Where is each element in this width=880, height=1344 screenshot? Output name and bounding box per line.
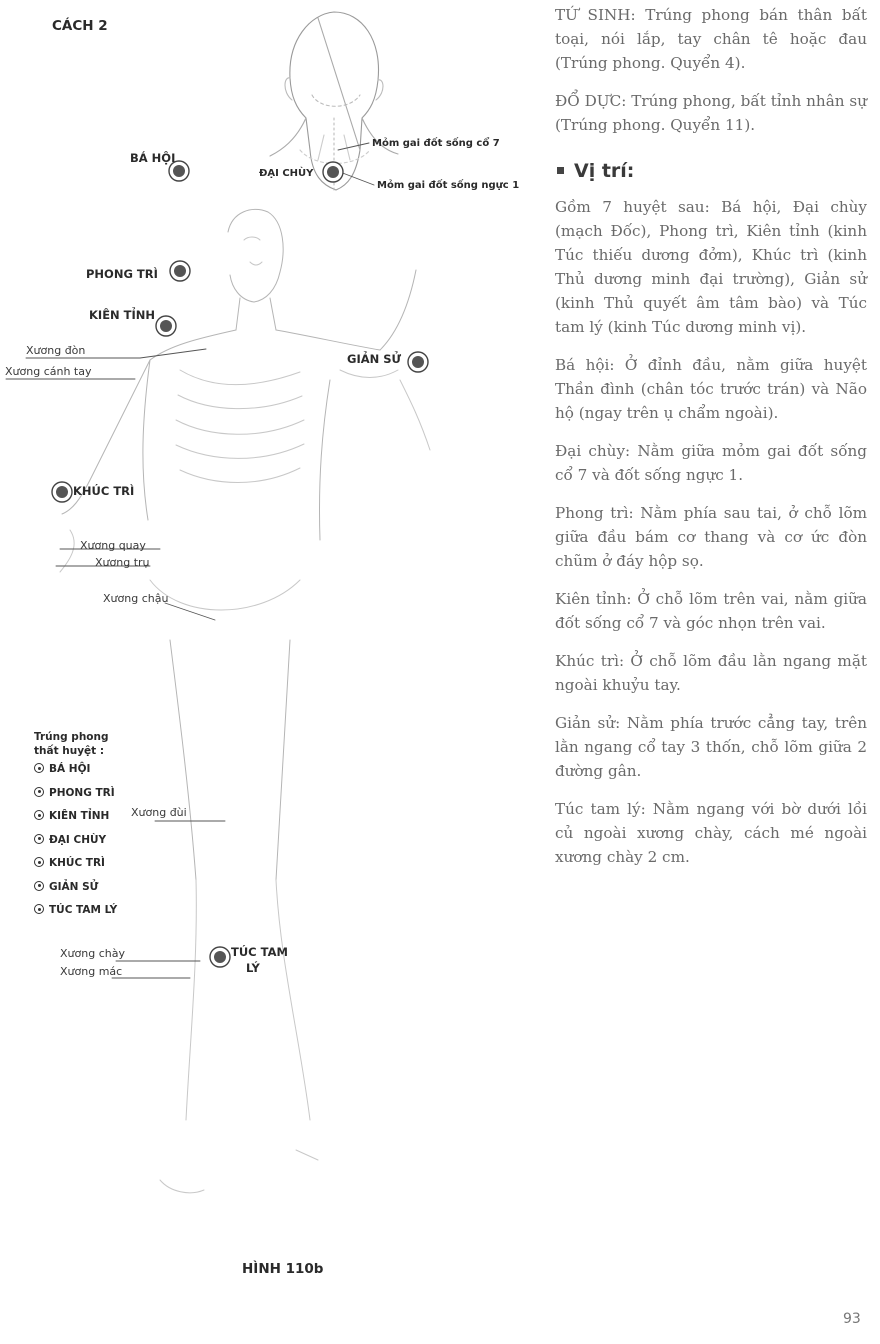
- figure-title: CÁCH 2: [52, 18, 108, 34]
- paragraph-phong-tri: Phong trì: Nằm phía sau tai, ở chỗ lõm giữa đầu bám cơ thang và cơ ức đòn chũm ở đáy hộp sọ.: [555, 504, 867, 570]
- legend-list: [34, 762, 117, 927]
- point-marker-icon: [34, 763, 44, 773]
- label-tuc-tam-ly-line1: TÚC TAM: [231, 945, 288, 959]
- section-heading: [555, 159, 867, 183]
- label-ba-hoi: BÁ HỘI: [130, 151, 176, 165]
- label-gian-su: GIẢN SỬ: [347, 352, 402, 366]
- paragraph-kien-tinh: Kiên tỉnh: Ở chỗ lõm trên vai, nằm giữa đốt sống cổ 7 và góc nhọn trên vai.: [555, 590, 867, 632]
- legend-title-line1: Trúng phong: [34, 731, 109, 743]
- paragraph-tuc-tam-ly: Túc tam lý: Nằm ngang với bờ dưới lồi củ ngoài xương chày, cách mé ngoài xương chày 2 cm.: [555, 800, 867, 866]
- legend-item-label: TÚC TAM LÝ: [49, 904, 118, 916]
- annotation-c7: Mỏm gai đốt sống cổ 7: [372, 138, 500, 149]
- label-dai-chuy: ĐẠI CHÙY: [259, 168, 314, 179]
- marker-phong-tri: [170, 261, 190, 281]
- point-marker-icon: [34, 810, 44, 820]
- legend-item-label: BÁ HỘI: [49, 763, 91, 775]
- marker-tuc-tam-ly: [210, 947, 230, 967]
- label-kien-tinh: KIÊN TỈNH: [89, 308, 156, 322]
- paragraph-do-duc: ĐỔ DỰC: Trúng phong, bất tỉnh nhân sự (Trúng phong. Quyển 11).: [555, 92, 867, 134]
- label-khuc-tri: KHÚC TRÌ: [73, 484, 135, 498]
- marker-kien-tinh: [156, 316, 176, 336]
- paragraph-khuc-tri: Khúc trì: Ở chỗ lõm đầu lằn ngang mặt ngoài khuỷu tay.: [555, 652, 867, 694]
- paragraph-ba-hoi: Bá hội: Ở đỉnh đầu, nằm giữa huyệt Thần đình (chân tóc trước trán) và Não hộ (ngay trên ụ chẩm ngoài).: [555, 356, 867, 422]
- point-marker-icon: [34, 904, 44, 914]
- annotation-xuong-don: Xương đòn: [26, 344, 86, 357]
- paragraph-dai-chuy: Đại chùy: Nằm giữa mỏm gai đốt sống cổ 7 và đốt sống ngực 1.: [555, 442, 867, 484]
- label-tuc-tam-ly-line2: LÝ: [246, 961, 260, 975]
- annotation-xuong-tru: Xương trụ: [95, 556, 150, 569]
- legend-item-label: KHÚC TRÌ: [49, 857, 105, 869]
- legend-item-label: GIẢN SỬ: [49, 880, 99, 893]
- section-heading-text: Vị trí:: [574, 160, 635, 182]
- paragraph-tu-sinh: TỨ SINH: Trúng phong bán thân bất toại, nói lắp, tay chân tê hoặc đau (Trúng phong. Quyển 4).: [555, 6, 867, 72]
- annotation-xuong-dui: Xương đùi: [131, 806, 187, 819]
- marker-khuc-tri: [52, 482, 72, 502]
- legend-item: [34, 833, 117, 857]
- legend-item: [34, 856, 117, 880]
- legend-item: [34, 903, 117, 927]
- figure-caption: HÌNH 110b: [242, 1261, 324, 1277]
- point-marker-icon: [34, 787, 44, 797]
- annotation-t1: Mỏm gai đốt sống ngực 1: [377, 180, 520, 191]
- legend-item-label: PHONG TRÌ: [49, 786, 115, 799]
- text-column: [555, 3, 867, 883]
- point-marker-icon: [34, 857, 44, 867]
- label-phong-tri: PHONG TRÌ: [86, 267, 158, 281]
- legend-item: [34, 809, 117, 833]
- annotation-xuong-chau: Xương chậu: [103, 592, 169, 605]
- legend-item: [34, 880, 117, 904]
- point-marker-icon: [34, 834, 44, 844]
- annotation-xuong-canh-tay: Xương cánh tay: [5, 365, 92, 378]
- point-marker-icon: [34, 881, 44, 891]
- figure-legend: [34, 730, 117, 927]
- paragraph-overview: Gồm 7 huyệt sau: Bá hội, Đại chùy (mạch Đốc), Phong trì, Kiên tỉnh (kinh Túc thiếu dương đởm), Khúc trì (kinh Thủ dương minh đại trường), Giản sử (kinh Thủ quyết âm tâm bào) và Túc tam lý (kinh Túc dương minh vị).: [555, 198, 867, 336]
- marker-dai-chuy: [323, 162, 343, 182]
- bullet-icon: [557, 167, 564, 174]
- legend-item: [34, 762, 117, 786]
- annotation-xuong-quay: Xương quay: [80, 539, 146, 552]
- page-number: 93: [843, 1311, 861, 1327]
- legend-item-label: KIÊN TỈNH: [49, 810, 110, 822]
- legend-item: [34, 786, 117, 810]
- marker-gian-su: [408, 352, 428, 372]
- legend-title-line2: thất huyệt :: [34, 745, 105, 757]
- paragraph-gian-su: Giản sử: Nằm phía trước cẳng tay, trên lằn ngang cổ tay 3 thốn, chỗ lõm giữa 2 đường gân.: [555, 714, 867, 780]
- annotation-xuong-chay: Xương chày: [60, 947, 125, 960]
- annotation-xuong-mac: Xương mác: [60, 965, 123, 978]
- legend-item-label: ĐẠI CHÙY: [49, 833, 107, 846]
